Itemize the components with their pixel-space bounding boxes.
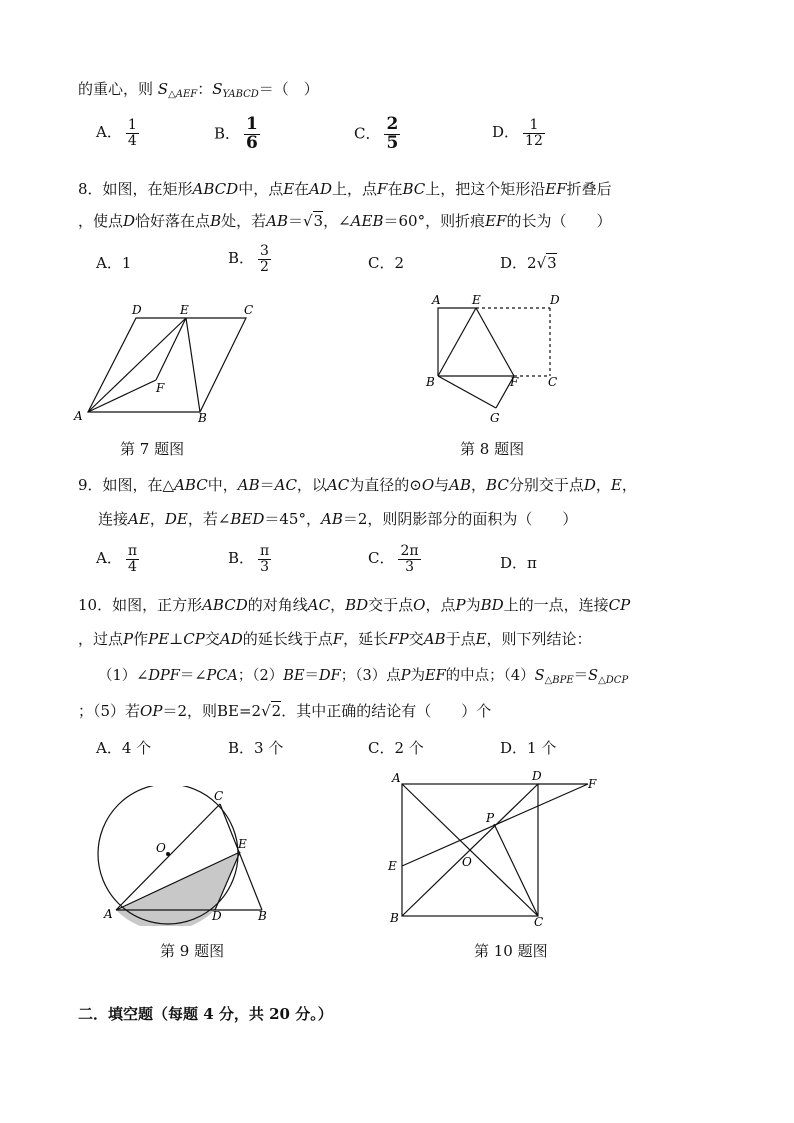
segment-af: [88, 380, 156, 412]
center-dot: [166, 852, 170, 856]
label-f: F: [510, 375, 519, 389]
q8-stem-line2: ，使点D恰好落在点B处，若AB＝√3，∠AEB＝60°，则折痕EF的长为（ ）: [78, 212, 612, 230]
segment-be: [438, 308, 476, 376]
q10-stem-line2: ，过点P作PE⊥CP交AD的延长线于点F，延长FP交AB于点E，则下列结论：: [78, 630, 592, 648]
segment-cp: [494, 824, 538, 916]
label-c: C: [244, 303, 254, 317]
label-f: F: [588, 777, 597, 791]
q9-option-a[interactable]: A． $\frac{\pi}{4}$: [96, 543, 138, 575]
label-b: B: [258, 909, 267, 923]
q10-stem-line1: 10．如图，正方形ABCD的对角线AC，BD交于点O，点P为BD上的一点，连接CP: [78, 596, 631, 614]
q8-stem-line1: 8．如图，在矩形ABCD中，点E在AD上，点F在BC上，把这个矩形沿EF折叠后: [78, 180, 612, 198]
q10-stem-line3: （1）∠DPF＝∠PCA；（2）BE＝DF；（3）点P为EF的中点；$(4)S_{\triangle BPE}=S_{\triangle DCP}$: [98, 668, 629, 686]
q10-stem-line4: ；（5）若OP＝2，则BE=2√2．其中正确的结论有（ ）个: [78, 702, 492, 720]
fraction: $\frac{1}{4}$: [127, 117, 137, 149]
figure-8: [422, 290, 572, 428]
label-d: D: [212, 909, 222, 923]
label-e: E: [180, 303, 189, 317]
label-a: A: [432, 293, 441, 307]
figure-9: [90, 786, 280, 926]
fraction: $\frac{2\pi}{3}$: [400, 543, 419, 575]
q9-stem-line2: 连接AE，DE，若∠BED＝45°，AB＝2，则阴影部分的面积为（ ）: [98, 510, 578, 528]
fraction: $\frac{\pi}{3}$: [260, 543, 270, 575]
label-f: F: [156, 381, 165, 395]
label-e: E: [472, 293, 481, 307]
q10-option-c[interactable]: C．2 个: [368, 739, 424, 757]
q7-stem-tail: 的重心，则 $S_{\triangle AEF}$：$S_{YABCD}=$（ ）: [78, 80, 319, 100]
label-b: B: [426, 375, 435, 389]
fraction: $\frac{1}{12}$: [525, 117, 543, 149]
label-b: B: [390, 911, 399, 925]
label-c: C: [214, 789, 224, 803]
fraction: $\frac{2}{5}$: [386, 114, 399, 153]
fig7-caption: 第 7 题图: [120, 440, 185, 458]
fig9-caption: 第 9 题图: [160, 942, 225, 960]
parallelogram-abcd: [88, 318, 246, 412]
q7-option-b[interactable]: B． $\frac{1}{6}$: [214, 114, 258, 153]
label-c: C: [548, 375, 558, 389]
fraction: $\frac{1}{6}$: [246, 114, 258, 153]
fig8-caption: 第 8 题图: [460, 440, 525, 458]
label-a: A: [74, 409, 83, 423]
q8-option-c[interactable]: C．2: [368, 254, 405, 272]
label-o: O: [156, 841, 166, 855]
fig10-caption: 第 10 题图: [474, 942, 548, 960]
figure-10: [382, 770, 608, 930]
segment-ef: [476, 308, 514, 376]
q7-option-a[interactable]: A． $\frac{1}{4}$: [96, 117, 137, 149]
label-c: C: [534, 915, 544, 929]
label-e: E: [238, 837, 247, 851]
q9-stem-line1: 9．如图，在△ABC中，AB＝AC，以AC为直径的⊙O与AB，BC分别交于点D，E，: [78, 476, 637, 494]
label-e: E: [388, 859, 397, 873]
segment-eb: [186, 318, 200, 412]
segment-fe: [156, 318, 186, 380]
fraction: $\frac{3}{2}$: [260, 243, 269, 275]
q9-option-d[interactable]: D．π: [500, 554, 537, 572]
segment-bg: [438, 376, 496, 408]
section-2-heading: 二．填空题（每题 4 分，共 20 分。）: [78, 1005, 333, 1023]
figure-7: [70, 300, 270, 426]
q8-option-d[interactable]: D．2√3: [500, 254, 557, 272]
label-d: D: [132, 303, 142, 317]
q8-option-b[interactable]: B． $\frac{3}{2}$: [228, 243, 269, 275]
segment-ae: [88, 318, 186, 412]
label-d: D: [532, 770, 542, 783]
label-o: O: [462, 855, 472, 869]
label-a: A: [392, 771, 401, 785]
label-a: A: [104, 907, 113, 921]
q9-option-c[interactable]: C． $\frac{2\pi}{3}$: [368, 543, 419, 575]
label-p: P: [486, 811, 495, 825]
q10-option-b[interactable]: B．3 个: [228, 739, 284, 757]
label-g: G: [490, 411, 500, 425]
label-d: D: [550, 293, 560, 307]
q10-option-a[interactable]: A．4 个: [96, 739, 152, 757]
label-b: B: [198, 411, 207, 425]
q7-option-c[interactable]: C． $\frac{2}{5}$: [354, 114, 399, 153]
q7-option-d[interactable]: D． $\frac{1}{12}$: [492, 117, 543, 149]
fraction: $\frac{\pi}{4}$: [127, 543, 138, 575]
q9-option-b[interactable]: B． $\frac{\pi}{3}$: [228, 543, 270, 575]
q8-option-a[interactable]: A．1: [96, 254, 132, 272]
q10-option-d[interactable]: D．1 个: [500, 739, 557, 757]
segment-cb: [220, 804, 262, 910]
